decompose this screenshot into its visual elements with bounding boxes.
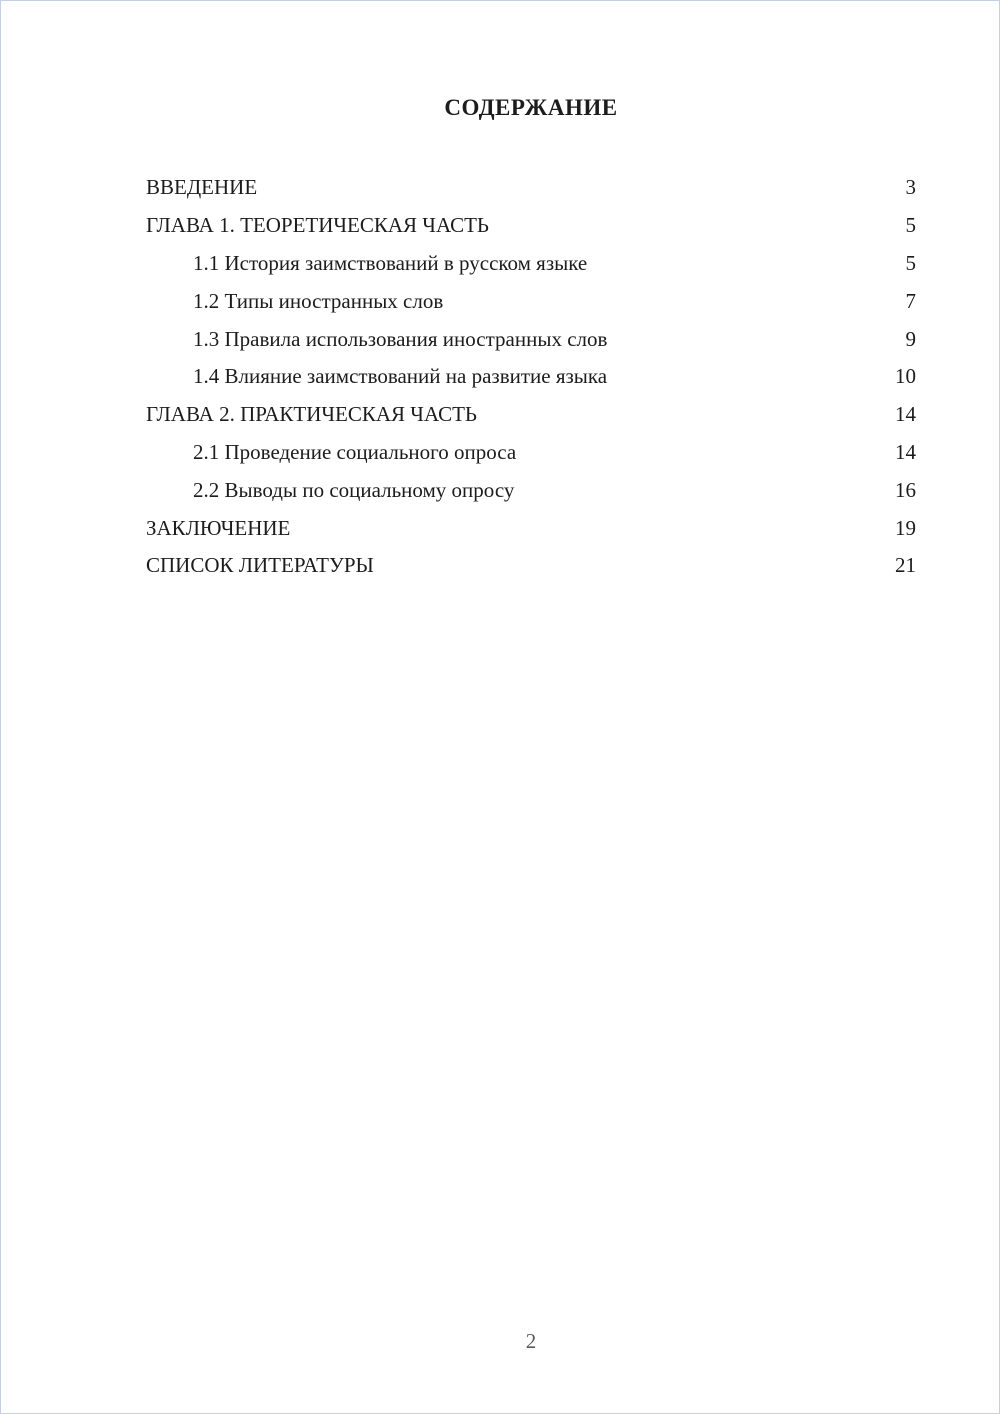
toc-entry-page: 5: [905, 250, 916, 275]
toc-entry-label: 1.2 Типы иностранных слов: [193, 288, 444, 313]
toc-entry-glava-2: [146, 396, 916, 434]
toc-entry-zaklyuchenie: [146, 509, 916, 547]
toc-entry-page: 10: [895, 364, 916, 389]
toc-entry-page: 14: [895, 439, 916, 464]
toc-entry-spisok-literatury: [146, 547, 916, 585]
toc-entry-label: 1.3 Правила использования иностранных слов: [193, 326, 608, 351]
toc-entry-label: ГЛАВА 1. ТЕОРЕТИЧЕСКАЯ ЧАСТЬ: [146, 213, 489, 238]
toc-entry-label: СПИСОК ЛИТЕРАТУРЫ: [146, 553, 374, 578]
table-of-contents: [146, 169, 916, 585]
toc-entry-1-2: [146, 282, 916, 320]
toc-entry-1-1: [146, 245, 916, 283]
toc-entry-vvedenie: [146, 169, 916, 207]
toc-entry-page: 14: [895, 402, 916, 427]
toc-entry-1-3: [146, 320, 916, 358]
toc-entry-page: 9: [905, 326, 916, 351]
toc-entry-label: 1.1 История заимствований в русском языке: [193, 250, 588, 275]
toc-entry-label: 1.4 Влияние заимствований на развитие языка: [193, 364, 608, 389]
toc-entry-label: 2.2 Выводы по социальному опросу: [193, 477, 515, 502]
toc-entry-2-2: [146, 471, 916, 509]
toc-entry-2-1: [146, 434, 916, 472]
toc-entry-page: 19: [895, 515, 916, 540]
page-title: СОДЕРЖАНИЕ: [444, 95, 618, 120]
toc-entry-glava-1: [146, 207, 916, 245]
toc-entry-page: 21: [895, 553, 916, 578]
toc-entry-label: ВВЕДЕНИЕ: [146, 175, 258, 200]
page-number: 2: [525, 1329, 537, 1353]
toc-entry-page: 3: [905, 175, 916, 200]
toc-entry-1-4: [146, 358, 916, 396]
toc-entry-page: 7: [905, 288, 916, 313]
toc-entry-label: ЗАКЛЮЧЕНИЕ: [146, 515, 291, 540]
toc-entry-label: ГЛАВА 2. ПРАКТИЧЕСКАЯ ЧАСТЬ: [146, 402, 477, 427]
toc-entry-page: 5: [905, 213, 916, 238]
toc-entry-page: 16: [895, 477, 916, 502]
toc-entry-label: 2.1 Проведение социального опроса: [193, 439, 517, 464]
